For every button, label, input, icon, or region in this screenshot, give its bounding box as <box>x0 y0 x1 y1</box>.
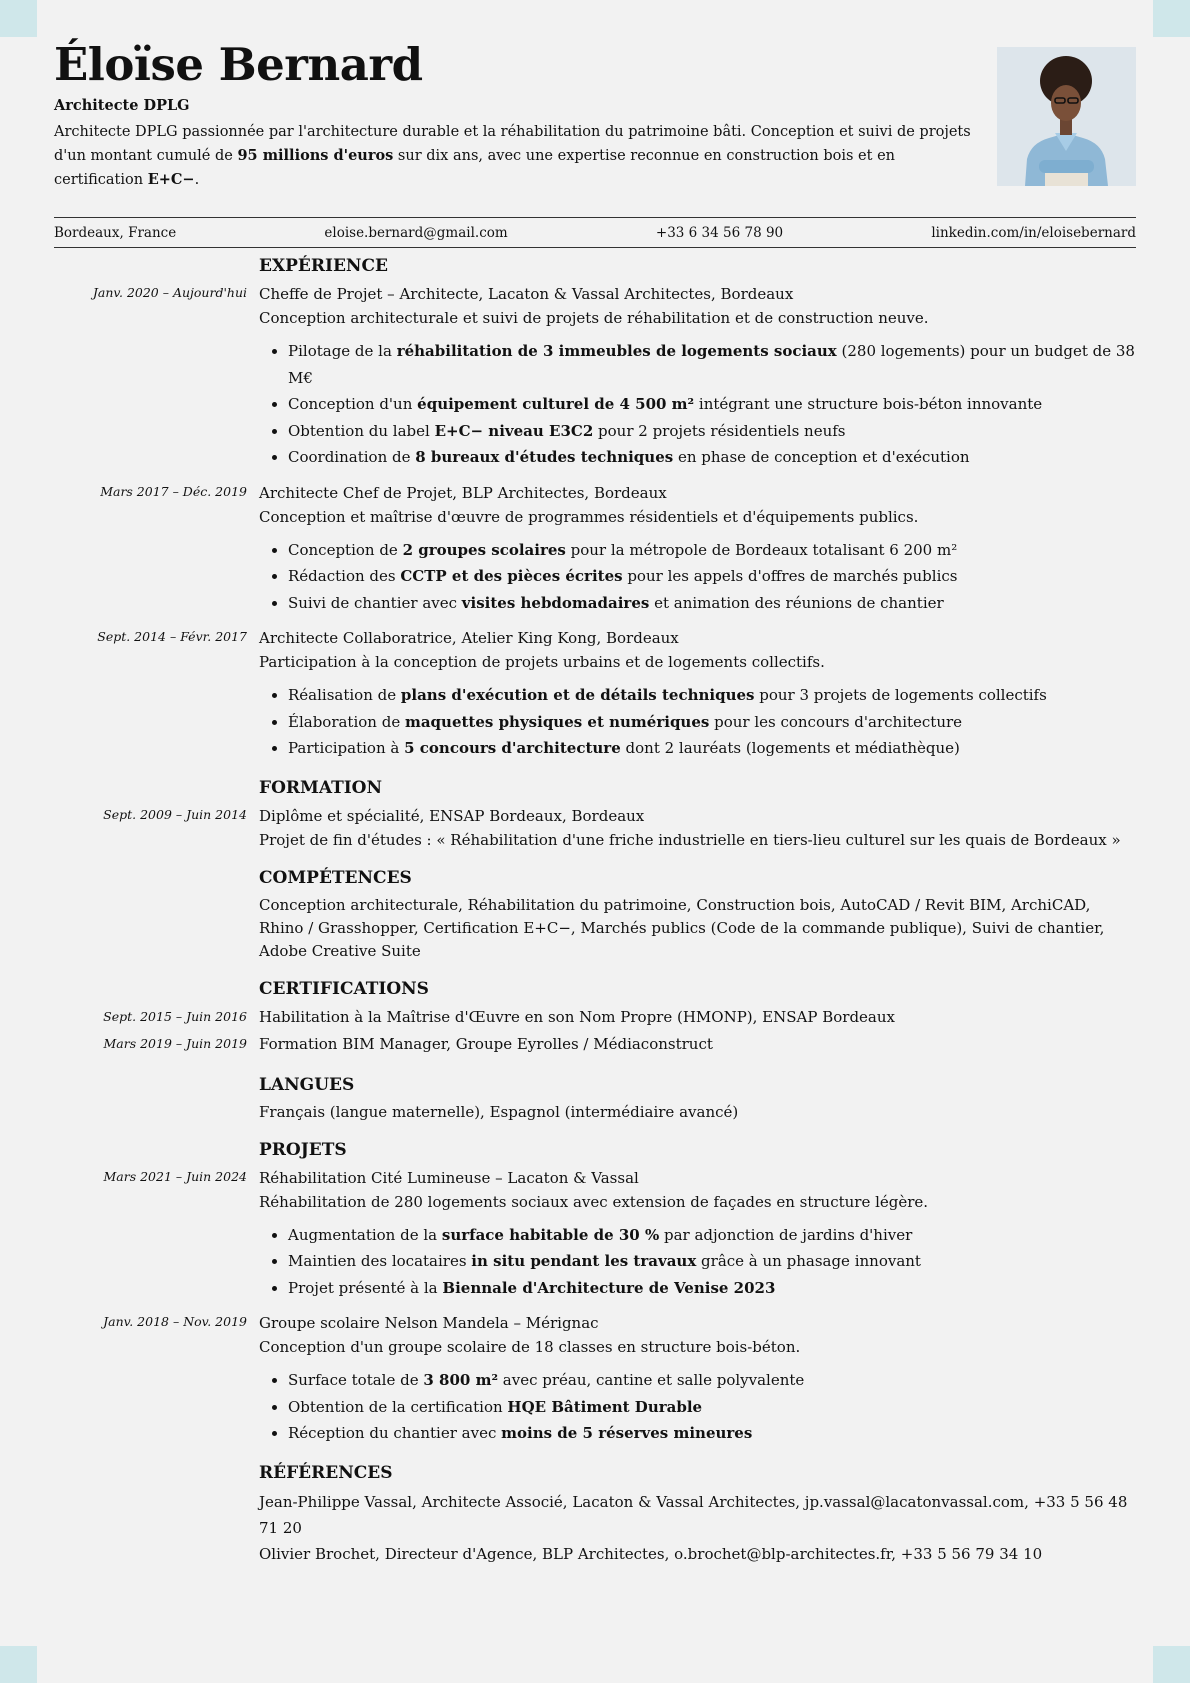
languages-section <box>54 1075 1136 1124</box>
entry-date: Mars 2017 – Déc. 2019 <box>100 483 247 499</box>
contact-bar <box>54 217 1136 248</box>
entry-description: Conception architecturale et suivi de projets de réhabilitation et de construction neuve. <box>259 309 929 327</box>
contact-linkedin[interactable]: linkedin.com/in/eloisebernard <box>931 224 1136 241</box>
entry-date: Sept. 2014 – Févr. 2017 <box>97 629 247 644</box>
entry-heading: Diplôme et spécialité, ENSAP Bordeaux, Bordeaux <box>259 806 645 825</box>
section-title: LANGUES <box>259 1074 355 1095</box>
entry-description: Conception et maîtrise d'œuvre de programmes résidentiels et d'équipements publics. <box>259 507 919 526</box>
skills-text: Conception architecturale, Réhabilitation du patrimoine, Construction bois, AutoCAD / Revit BIM, ArchiCAD, Rhino / Grasshopper, Certification E+C−, Marchés publics (Code de la commande publique), Suivi de chantier, Adobe Creative Suite <box>259 895 1105 960</box>
corner-decoration <box>0 1646 37 1683</box>
experience-section <box>54 256 1136 762</box>
entry-description: Participation à la conception de projets urbains et de logements collectifs. <box>259 653 825 671</box>
bullet-item: • Conception de 2 groupes scolaires pour la métropole de Bordeaux totalisant 6 200 m² <box>288 537 1136 564</box>
certification-text: Formation BIM Manager, Groupe Eyrolles / Médiaconstruct <box>259 1034 713 1053</box>
entry-date: Mars 2021 – Juin 2024 <box>103 1168 247 1184</box>
certification-item <box>54 1032 1136 1059</box>
contact-phone[interactable]: +33 6 34 56 78 90 <box>655 224 784 241</box>
languages-text: Français (langue maternelle), Espagnol (intermédiaire avancé) <box>259 1102 739 1121</box>
bullet-item: • Maintien des locataires in situ pendant les travaux grâce à un phasage innovant <box>288 1248 1136 1275</box>
bullet-item: • Suivi de chantier avec visites hebdomadaires et animation des réunions de chantier <box>288 590 1136 617</box>
references-section <box>54 1463 1136 1567</box>
portrait-photo-icon <box>997 47 1136 186</box>
bullet-item: • Rédaction des CCTP et des pièces écrites pour les appels d'offres de marchés publics <box>288 563 1136 590</box>
corner-decoration <box>1153 0 1190 37</box>
certification-text: Habilitation à la Maîtrise d'Œuvre en son Nom Propre (HMONP), ENSAP Bordeaux <box>259 1007 895 1026</box>
entry <box>54 804 1136 852</box>
section-title: COMPÉTENCES <box>259 867 412 888</box>
bullet-list <box>259 537 1136 617</box>
entry-description: Conception d'un groupe scolaire de 18 classes en structure bois-béton. <box>259 1338 801 1356</box>
corner-decoration <box>0 0 37 37</box>
entry-heading: Architecte Collaboratrice, Atelier King Kong, Bordeaux <box>259 629 679 647</box>
candidate-name: Éloïse Bernard <box>54 38 423 91</box>
entry-date: Sept. 2009 – Juin 2014 <box>103 806 247 822</box>
certification-date: Mars 2019 – Juin 2019 <box>103 1035 247 1051</box>
summary: Architecte DPLG passionnée par l'architecture durable et la réhabilitation du patrimoine bâti. Conception et suivi de projets d'un montant cumulé de 95 millions d'euros sur dix ans, avec une expertise reconnue en construction bois et en certification E+C−. <box>54 123 971 188</box>
entry-date: Janv. 2018 – Nov. 2019 <box>103 1314 247 1329</box>
projects-section <box>54 1140 1136 1447</box>
entry-description: Réhabilitation de 280 logements sociaux avec extension de façades en structure légère. <box>259 1192 929 1211</box>
reference-item: Olivier Brochet, Directeur d'Agence, BLP Architectes, o.brochet@blp-architectes.fr, +33 5 56 79 34 10 <box>259 1544 1043 1563</box>
resume-body <box>54 256 1136 1583</box>
bullet-list <box>259 682 1136 762</box>
bullet-item: • Obtention de la certification HQE Bâtiment Durable <box>288 1394 1136 1421</box>
contact-location: Bordeaux, France <box>54 224 177 241</box>
entry-heading: Architecte Chef de Projet, BLP Architectes, Bordeaux <box>259 483 667 502</box>
entry-date: Janv. 2020 – Aujourd'hui <box>92 285 247 300</box>
bullet-list <box>259 1367 1136 1447</box>
entry-description: Projet de fin d'études : « Réhabilitation d'une friche industrielle en tiers-lieu culturel sur les quais de Bordeaux » <box>259 830 1121 849</box>
contact-email[interactable]: eloise.bernard@gmail.com <box>324 224 508 241</box>
corner-decoration <box>1153 1646 1190 1683</box>
section-title: EXPÉRIENCE <box>259 256 388 276</box>
bullet-item: • Élaboration de maquettes physiques et numériques pour les concours d'architecture <box>288 709 1136 736</box>
entry-heading: Réhabilitation Cité Lumineuse – Lacaton & Vassal <box>259 1168 639 1187</box>
profile-photo <box>997 47 1136 186</box>
bullet-item: • Augmentation de la surface habitable de 30 % par adjonction de jardins d'hiver <box>288 1222 1136 1249</box>
entry-heading: Cheffe de Projet – Architecte, Lacaton & Vassal Architectes, Bordeaux <box>259 285 794 303</box>
bullet-item: • Projet présenté à la Biennale d'Architecture de Venise 2023 <box>288 1275 1136 1302</box>
entry <box>54 481 1136 617</box>
entry <box>54 626 1136 762</box>
bullet-item: • Réception du chantier avec moins de 5 réserves mineures <box>288 1420 1136 1447</box>
section-title: PROJETS <box>259 1139 347 1160</box>
bullet-item: • Pilotage de la réhabilitation de 3 immeubles de logements sociaux (280 logements) pour un budget de 38 M€ <box>288 338 1136 391</box>
entry-heading: Groupe scolaire Nelson Mandela – Mérignac <box>259 1314 599 1332</box>
entry <box>54 1311 1136 1447</box>
bullet-item: • Participation à 5 concours d'architecture dont 2 lauréats (logements et médiathèque) <box>288 735 1136 762</box>
bullet-list <box>259 1222 1136 1302</box>
certification-date: Sept. 2015 – Juin 2016 <box>103 1008 247 1024</box>
bullet-item: • Conception d'un équipement culturel de 4 500 m² intégrant une structure bois-béton innovante <box>288 391 1136 418</box>
bullet-item: • Obtention du label E+C− niveau E3C2 pour 2 projets résidentiels neufs <box>288 418 1136 445</box>
certifications-section <box>54 979 1136 1059</box>
entry <box>54 282 1136 471</box>
entry <box>54 1166 1136 1302</box>
resume-header <box>54 40 974 192</box>
education-section <box>54 778 1136 852</box>
section-title: FORMATION <box>259 777 383 798</box>
bullet-item: • Surface totale de 3 800 m² avec préau, cantine et salle polyvalente <box>288 1367 1136 1394</box>
section-title: CERTIFICATIONS <box>259 978 429 999</box>
reference-item: Jean-Philippe Vassal, Architecte Associé, Lacaton & Vassal Architectes, jp.vassal@lacatonvassal.com, +33 5 56 48 71 20 <box>259 1492 1128 1537</box>
section-title: RÉFÉRENCES <box>259 1462 393 1483</box>
certification-item <box>54 1005 1136 1032</box>
bullet-item: • Réalisation de plans d'exécution et de détails techniques pour 3 projets de logements collectifs <box>288 682 1136 709</box>
bullet-item: • Coordination de 8 bureaux d'études techniques en phase de conception et d'exécution <box>288 444 1136 471</box>
bullet-list <box>259 338 1136 471</box>
skills-section <box>54 868 1136 963</box>
candidate-title: Architecte DPLG <box>54 96 190 114</box>
